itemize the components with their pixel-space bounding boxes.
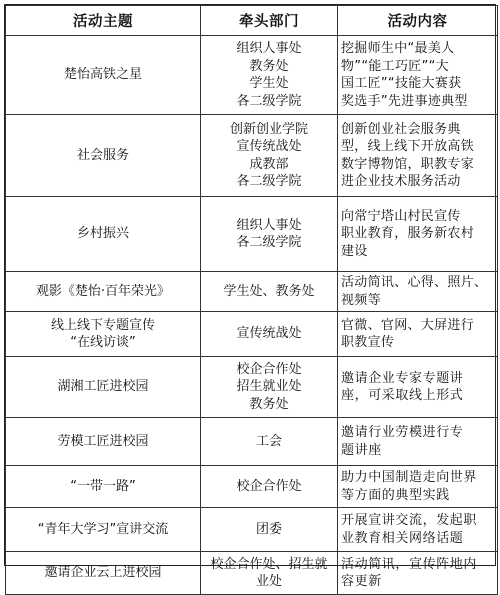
- content-line: 助力中国制造走向世界: [341, 470, 478, 485]
- cell-topic: [6, 312, 201, 357]
- header-topic: 活动主题: [6, 6, 201, 36]
- activity-table-frame: [4, 4, 496, 589]
- cell-dept: [201, 197, 338, 272]
- cell-content: [338, 312, 498, 357]
- table-row: [6, 115, 498, 197]
- topic-line: 楚怡高铁之星: [63, 67, 142, 83]
- dept-line: 各二级学院: [236, 235, 302, 250]
- topic-line: 线上线下专题宣传: [50, 317, 155, 333]
- content-line: 邀请行业劳模进行专: [341, 425, 464, 440]
- topic-line: 邀请企业云上进校园: [44, 565, 162, 581]
- dept-line: 团委: [255, 521, 282, 537]
- activity-table: [5, 5, 498, 595]
- dept-line: 业处: [255, 574, 282, 589]
- cell-dept: [201, 272, 338, 312]
- topic-line: 湖湘工匠进校园: [57, 379, 149, 395]
- topic-line: 社会服务: [76, 147, 129, 163]
- cell-content: [338, 466, 498, 508]
- table-row: [6, 508, 498, 552]
- cell-topic: [6, 272, 201, 312]
- table-row: [6, 197, 498, 272]
- cell-topic: [6, 36, 201, 115]
- table-row: [6, 418, 498, 466]
- header-row: [6, 6, 498, 36]
- dept-line: 各二级学院: [236, 174, 302, 189]
- content-line: 建设: [341, 243, 368, 259]
- content-line: 奖选手”先进事迹典型: [341, 93, 468, 109]
- dept-line: 校企合作处: [236, 361, 302, 377]
- table-row: [6, 272, 498, 312]
- cell-dept: [201, 115, 338, 197]
- cell-topic: [6, 357, 201, 418]
- cell-content: [338, 36, 498, 115]
- dept-line: 创新创业学院: [229, 121, 308, 137]
- cell-topic: [6, 466, 201, 508]
- dept-line: 组织人事处: [236, 41, 302, 56]
- content-line: 型，线上线下开放高铁: [341, 139, 475, 154]
- dept-line: 招生就业处: [236, 379, 302, 395]
- content-line: 业教育相关网络话题: [341, 530, 464, 546]
- content-line: 官微、官网、大屏进行: [341, 317, 475, 333]
- content-line: 职业教育，服务新农村: [341, 226, 475, 242]
- dept-line: 宣传统战处: [236, 326, 302, 342]
- cell-topic: [6, 508, 201, 552]
- table-row: [6, 466, 498, 508]
- topic-line: 观影《楚怡·百年荣光》: [35, 283, 171, 299]
- cell-dept: [201, 508, 338, 552]
- dept-line: 校企合作处: [236, 478, 302, 494]
- content-line: 座，可采取线上形式: [341, 388, 464, 403]
- header-content: 活动内容: [338, 6, 498, 36]
- cell-dept: [201, 312, 338, 357]
- cell-topic: [6, 552, 201, 595]
- cell-content: [338, 115, 498, 197]
- cell-content: [338, 197, 498, 272]
- table-row: [6, 552, 498, 595]
- content-line: 开展宣讲交流，发起职: [341, 513, 478, 528]
- dept-line: 学生处、教务处: [223, 283, 315, 299]
- topic-line: 乡村振兴: [76, 226, 129, 242]
- dept-line: 教务处: [249, 396, 289, 412]
- dept-line: 各二级学院: [236, 93, 302, 109]
- content-line: 物”“能工巧匠”“大: [341, 58, 449, 74]
- cell-topic: [6, 115, 201, 197]
- topic-line: 劳模工匠进校园: [57, 433, 149, 449]
- dept-line: 学生处: [249, 76, 289, 91]
- dept-line: 成教部: [249, 156, 289, 172]
- cell-topic: [6, 418, 201, 466]
- cell-dept: [201, 552, 338, 595]
- content-line: 等方面的典型实践: [341, 487, 450, 503]
- content-line: 国工匠”“技能大赛获: [341, 76, 462, 91]
- content-line: 容更新: [341, 574, 382, 589]
- content-line: 向常宁塔山村民宣传: [341, 208, 461, 224]
- cell-topic: [6, 197, 201, 272]
- dept-line: 组织人事处: [236, 217, 302, 233]
- content-line: 题讲座: [341, 442, 382, 458]
- cell-dept: [201, 357, 338, 418]
- cell-dept: [201, 418, 338, 466]
- table-row: [6, 36, 498, 115]
- dept-line: 工会: [255, 433, 282, 449]
- cell-dept: [201, 36, 338, 115]
- content-line: 职教宣传: [341, 335, 395, 350]
- cell-content: [338, 357, 498, 418]
- dept-line: 校企合作处、招生就: [210, 556, 328, 572]
- content-line: 挖掘师生中“最美人: [341, 41, 455, 56]
- dept-line: 教务处: [249, 58, 289, 74]
- content-line: 进企业技术服务活动: [341, 174, 461, 189]
- content-line: 视频等: [341, 292, 381, 308]
- cell-content: [338, 272, 498, 312]
- table-body: [6, 36, 498, 595]
- topic-line: “青年大学习”宣讲交流: [37, 521, 169, 537]
- content-line: 活动简讯，宣传阵地内: [341, 556, 478, 572]
- dept-line: 宣传统战处: [236, 139, 302, 154]
- content-line: 数字博物馆，职教专家: [341, 156, 475, 172]
- table-row: [6, 312, 498, 357]
- cell-content: [338, 418, 498, 466]
- topic-line: “在线访谈”: [70, 335, 136, 350]
- content-line: 邀请企业专家专题讲: [341, 370, 464, 386]
- cell-content: [338, 552, 498, 595]
- content-line: 活动简讯、心得、照片、: [341, 275, 488, 290]
- table-row: [6, 357, 498, 418]
- cell-content: [338, 508, 498, 552]
- cell-dept: [201, 466, 338, 508]
- content-line: 创新创业社会服务典: [341, 121, 461, 137]
- header-dept: 牵头部门: [201, 6, 338, 36]
- topic-line: “一带一路”: [70, 478, 136, 494]
